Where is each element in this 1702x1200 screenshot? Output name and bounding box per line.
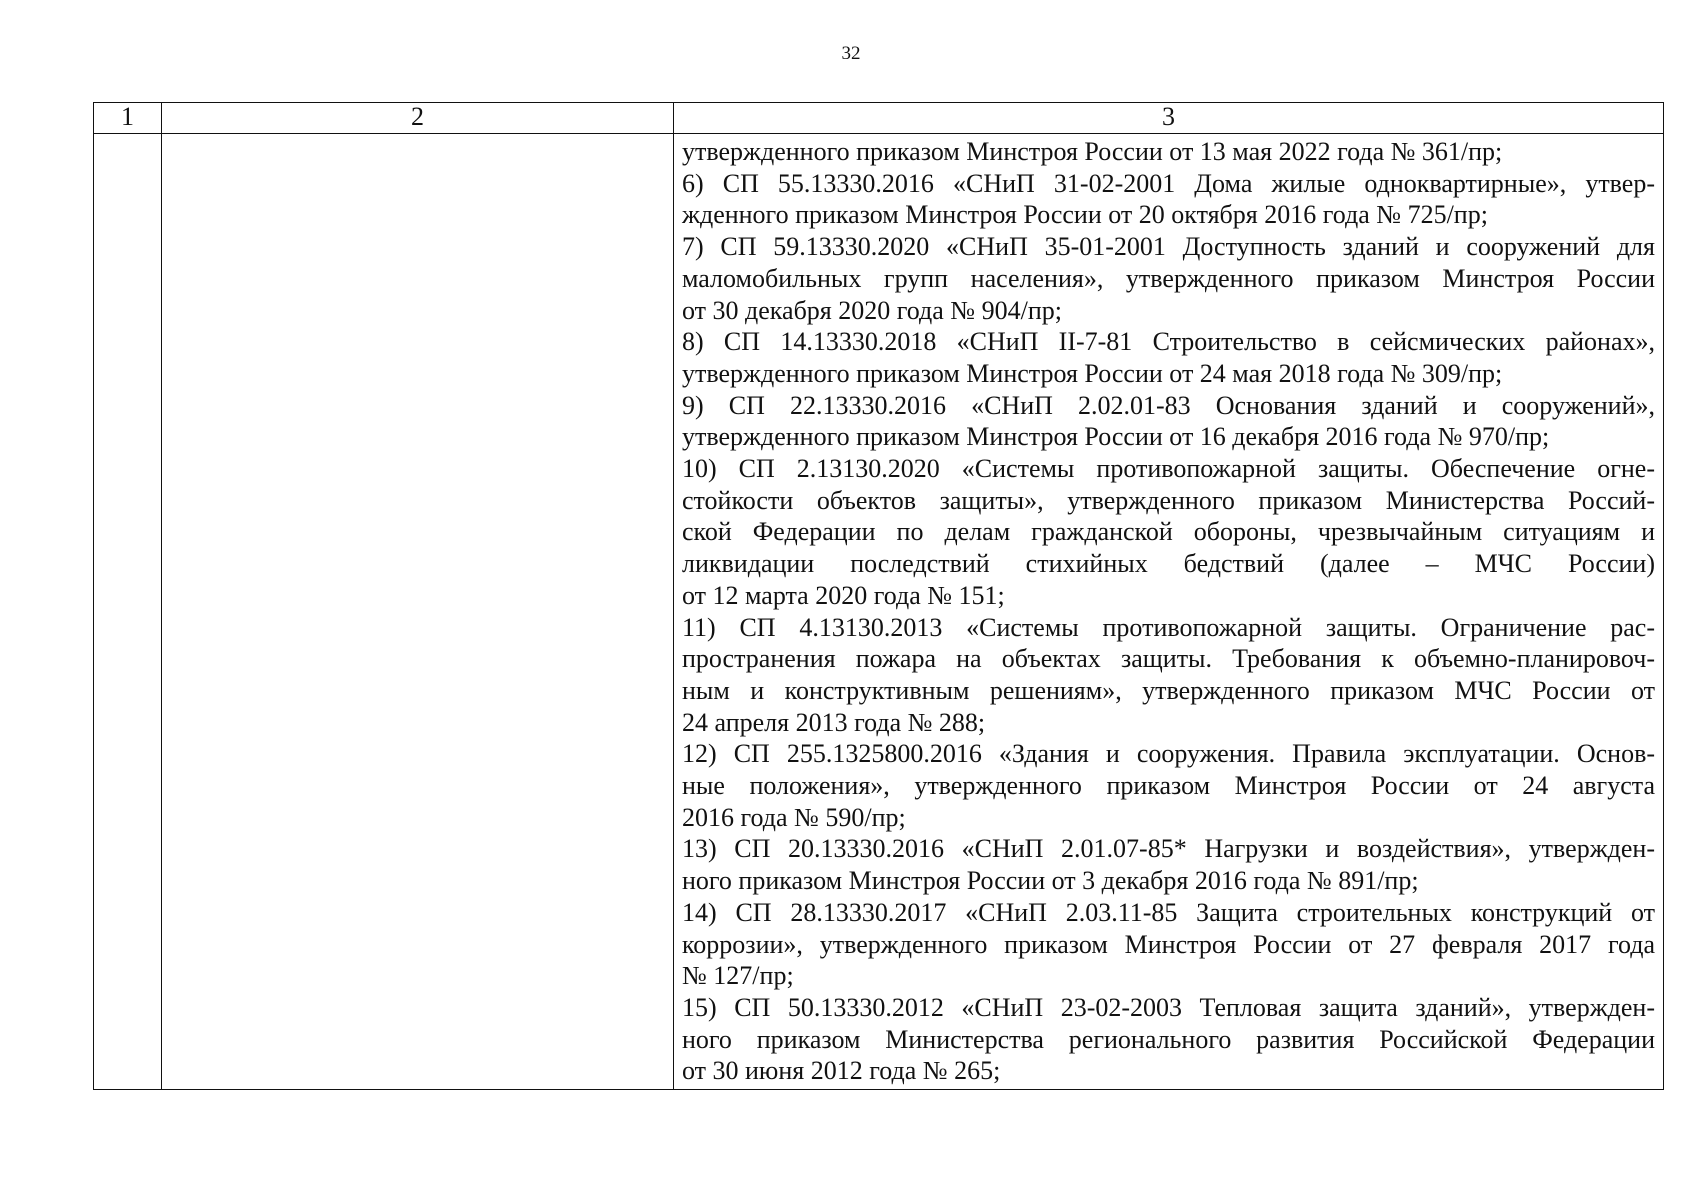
- text-line: 11) СП 4.13130.2013 «Системы противопожарной защиты. Ограничение рас-: [682, 612, 1655, 642]
- column-header-1: 1: [94, 103, 162, 134]
- text-line: ликвидации последствий стихийных бедствий (далее – МЧС России): [682, 549, 1655, 579]
- text-line: пространения пожара на объектах защиты. Требования к объемно-планировоч-: [682, 644, 1655, 674]
- column-header-3: 3: [674, 103, 1664, 134]
- text-line: 2016 года № 590/пр;: [682, 802, 906, 832]
- document-table: [93, 102, 1664, 1090]
- text-line: от 30 июня 2012 года № 265;: [682, 1056, 1001, 1086]
- table-row: [94, 134, 1664, 1090]
- text-line: № 127/пр;: [682, 961, 794, 991]
- text-line: 6) СП 55.13330.2016 «СНиП 31-02-2001 Дома жилые одноквартирные», утвер-: [682, 168, 1655, 198]
- text-line: 15) СП 50.13330.2012 «СНиП 23-02-2003 Тепловая защита зданий», утвержден-: [682, 992, 1655, 1022]
- page-number: 32: [841, 43, 861, 64]
- text-line: жденного приказом Минстроя России от 20 октября 2016 года № 725/пр;: [682, 200, 1488, 230]
- text-line: ного приказом Минстроя России от 3 декабря 2016 года № 891/пр;: [682, 866, 1419, 896]
- text-line: 14) СП 28.13330.2017 «СНиП 2.03.11-85 Защита строительных конструкций от: [682, 897, 1655, 927]
- text-line: 12) СП 255.1325800.2016 «Здания и сооружения. Правила эксплуатации. Основ-: [682, 739, 1655, 769]
- text-line: ного приказом Министерства регионального развития Российской Федерации: [682, 1024, 1655, 1054]
- text-line: ным и конструктивным решениям», утвержденного приказом МЧС России от: [682, 675, 1655, 705]
- text-line: от 30 декабря 2020 года № 904/пр;: [682, 295, 1062, 325]
- text-line: ные положения», утвержденного приказом Минстроя России от 24 августа: [682, 771, 1655, 801]
- text-line: 8) СП 14.13330.2018 «СНиП II-7-81 Строительство в сейсмических районах»,: [682, 327, 1655, 357]
- text-line: от 12 марта 2020 года № 151;: [682, 580, 1005, 610]
- text-line: утвержденного приказом Минстроя России от 24 мая 2018 года № 309/пр;: [682, 358, 1503, 388]
- text-line: 13) СП 20.13330.2016 «СНиП 2.01.07-85* Нагрузки и воздействия», утвержден-: [682, 834, 1655, 864]
- text-line: 9) СП 22.13330.2016 «СНиП 2.02.01-83 Основания зданий и сооружений»,: [682, 390, 1655, 420]
- text-line: 7) СП 59.13330.2020 «СНиП 35-01-2001 Доступность зданий и сооружений для: [682, 232, 1655, 262]
- text-line: ской Федерации по делам гражданской обороны, чрезвычайным ситуациям и: [682, 517, 1655, 547]
- text-line: маломобильных групп населения», утвержденного приказом Минстроя России: [682, 263, 1655, 293]
- regulation-list: [682, 136, 1655, 1087]
- text-line: утвержденного приказом Минстроя России от 13 мая 2022 года № 361/пр;: [682, 137, 1503, 166]
- text-line: стойкости объектов защиты», утвержденного приказом Министерства Россий-: [682, 485, 1655, 515]
- cell-col-2: [162, 134, 674, 1090]
- text-line: 10) СП 2.13130.2020 «Системы противопожарной защиты. Обеспечение огне-: [682, 454, 1655, 484]
- text-line: коррозии», утвержденного приказом Минстроя России от 27 февраля 2017 года: [682, 929, 1655, 959]
- cell-col-1: [94, 134, 162, 1090]
- column-header-2: 2: [162, 103, 674, 134]
- text-line: утвержденного приказом Минстроя России от 16 декабря 2016 года № 970/пр;: [682, 422, 1550, 452]
- text-line: 24 апреля 2013 года № 288;: [682, 707, 986, 737]
- table-header-row: [94, 103, 1664, 134]
- cell-col-3: [674, 134, 1664, 1090]
